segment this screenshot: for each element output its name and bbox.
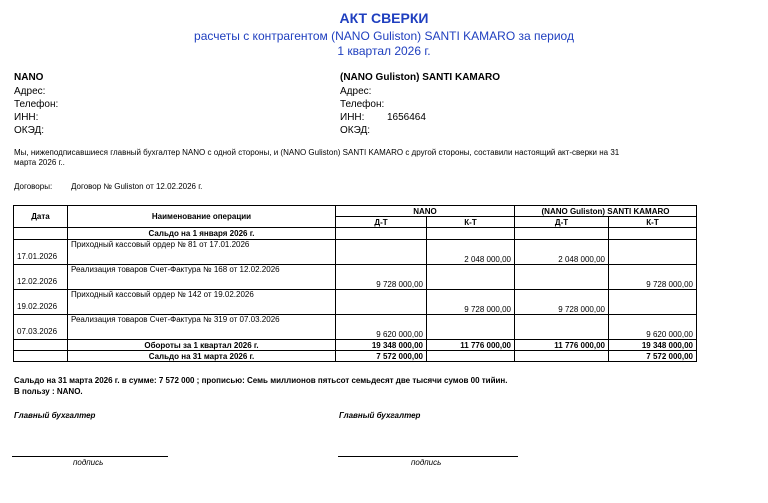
document-subtitle: расчеты с контрагентом (NANO Guliston) SANTI KAMARO за период xyxy=(194,29,574,43)
row-right-debit: 2 048 000,00 xyxy=(515,240,609,265)
column-header-right-credit: К-Т xyxy=(609,217,697,228)
row-right-credit: 9 728 000,00 xyxy=(609,265,697,290)
left-address-label: Адрес: xyxy=(14,86,46,97)
row-right-credit xyxy=(609,240,697,265)
row-date: 17.01.2026 xyxy=(14,240,68,265)
row-right-credit xyxy=(609,290,697,315)
contracts-label: Договоры: xyxy=(14,182,53,191)
signature-right-caption: подпись xyxy=(411,458,442,467)
signature-left-line xyxy=(12,456,168,457)
row-left-debit: 9 620 000,00 xyxy=(336,315,427,340)
turnover-left-credit: 11 776 000,00 xyxy=(427,340,515,351)
signature-right-role: Главный бухгалтер xyxy=(339,411,421,420)
intro-text-line-1: Мы, нижеподписавшиеся главный бухгалтер NANO с одной стороны, и (NANO Guliston) SANTI KAMARO с другой стороны, составили настоящий акт-сверки на 31 xyxy=(14,148,620,157)
row-left-debit xyxy=(336,240,427,265)
table-row xyxy=(14,240,697,265)
opening-balance-row xyxy=(14,228,697,240)
row-right-debit: 9 728 000,00 xyxy=(515,290,609,315)
row-left-credit xyxy=(427,315,515,340)
turnover-right-credit: 19 348 000,00 xyxy=(609,340,697,351)
turnover-right-debit: 11 776 000,00 xyxy=(515,340,609,351)
closing-balance-row xyxy=(14,351,697,362)
column-header-right-debit: Д-Т xyxy=(515,217,609,228)
left-party-name: NANO xyxy=(14,72,44,83)
signature-right-line xyxy=(338,456,518,457)
row-left-credit: 2 048 000,00 xyxy=(427,240,515,265)
row-right-debit xyxy=(515,265,609,290)
intro-text-line-2: марта 2026 г.. xyxy=(14,158,65,167)
opening-balance-label: Сальдо на 1 января 2026 г. xyxy=(68,228,336,240)
column-header-date: Дата xyxy=(14,206,68,228)
column-group-right-party: (NANO Guliston) SANTI KAMARO xyxy=(515,206,697,217)
row-date: 19.02.2026 xyxy=(14,290,68,315)
turnover-label: Обороты за 1 квартал 2026 г. xyxy=(68,340,336,351)
signature-left-caption: подпись xyxy=(73,458,104,467)
row-operation: Реализация товаров Счет-Фактура № 319 от 07.03.2026 xyxy=(68,315,336,340)
left-phone-label: Телефон: xyxy=(14,99,59,110)
row-operation: Реализация товаров Счет-Фактура № 168 от 12.02.2026 xyxy=(68,265,336,290)
right-phone-label: Телефон: xyxy=(340,99,385,110)
closing-right-debit xyxy=(515,351,609,362)
right-inn-label: ИНН: xyxy=(340,112,365,123)
row-operation: Приходный кассовый ордер № 142 от 19.02.2026 xyxy=(68,290,336,315)
right-inn-value: 1656464 xyxy=(387,112,426,123)
closing-left-debit: 7 572 000,00 xyxy=(336,351,427,362)
document-period: 1 квартал 2026 г. xyxy=(337,44,431,58)
turnover-left-debit: 19 348 000,00 xyxy=(336,340,427,351)
closing-balance-label: Сальдо на 31 марта 2026 г. xyxy=(68,351,336,362)
table-row xyxy=(14,315,697,340)
column-header-left-credit: К-Т xyxy=(427,217,515,228)
row-left-credit xyxy=(427,265,515,290)
summary-in-favor-text: В пользу : NANO. xyxy=(14,387,83,396)
column-header-left-debit: Д-Т xyxy=(336,217,427,228)
table-row xyxy=(14,290,697,315)
row-date: 12.02.2026 xyxy=(14,265,68,290)
turnover-row xyxy=(14,340,697,351)
contracts-value: Договор № Guliston от 12.02.2026 г. xyxy=(71,182,203,191)
row-left-debit xyxy=(336,290,427,315)
reconciliation-table xyxy=(13,205,697,362)
right-address-label: Адрес: xyxy=(340,86,372,97)
column-header-operation: Наименование операции xyxy=(68,206,336,228)
row-left-credit: 9 728 000,00 xyxy=(427,290,515,315)
right-party-name: (NANO Guliston) SANTI KAMARO xyxy=(340,72,500,83)
left-oked-label: ОКЭД: xyxy=(14,125,45,136)
left-inn-label: ИНН: xyxy=(14,112,39,123)
column-group-left-party: NANO xyxy=(336,206,515,217)
document-title: АКТ СВЕРКИ xyxy=(339,10,429,26)
row-operation: Приходный кассовый ордер № 81 от 17.01.2026 xyxy=(68,240,336,265)
row-right-debit xyxy=(515,315,609,340)
right-oked-label: ОКЭД: xyxy=(340,125,371,136)
closing-right-credit: 7 572 000,00 xyxy=(609,351,697,362)
table-row xyxy=(14,265,697,290)
row-date: 07.03.2026 xyxy=(14,315,68,340)
row-right-credit: 9 620 000,00 xyxy=(609,315,697,340)
signature-left-role: Главный бухгалтер xyxy=(14,411,96,420)
summary-balance-text: Сальдо на 31 марта 2026 г. в сумме: 7 572 000 ; прописью: Семь миллионов пятьсот семьдесят две тысячи сумов 00 тийин. xyxy=(14,376,508,385)
closing-left-credit xyxy=(427,351,515,362)
row-left-debit: 9 728 000,00 xyxy=(336,265,427,290)
